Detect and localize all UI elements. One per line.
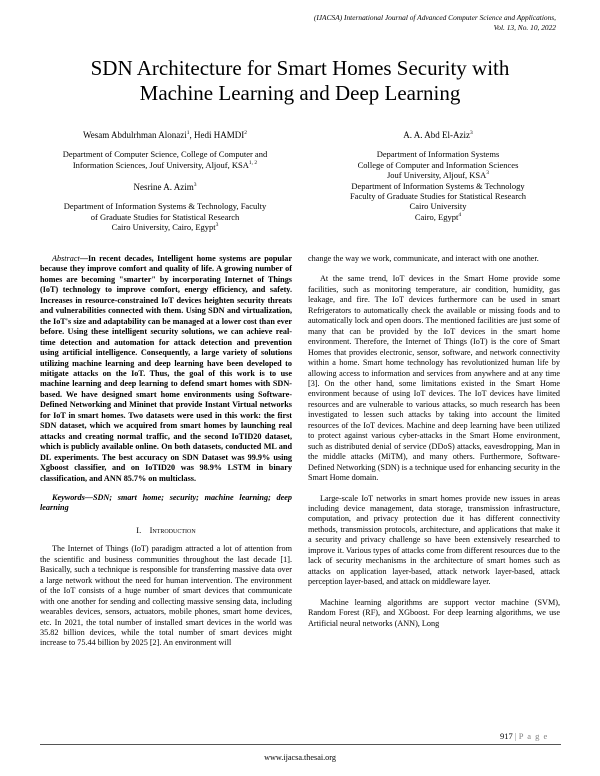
abstract-label: Abstract	[52, 254, 80, 263]
author-names-1: Wesam Abdulrhman Alonazi$^1$, Hedi HAMDI$^2$	[82, 130, 247, 140]
author-name: A. A. Abd El-Aziz	[403, 130, 470, 140]
footer-url: www.ijacsa.thesai.org	[264, 753, 336, 762]
paragraph: Machine learning algorithms are support vector machine (SVM), Random Forest (RF), and XGboost. For deep learning algorithms, we use Artificial neural networks (ANN), Long	[308, 597, 560, 628]
paper-title	[40, 56, 560, 106]
author-names-3: Nesrine A. Azim$^3$	[133, 182, 197, 192]
right-column	[308, 254, 560, 629]
affiliation-line: Department of Information Systems	[376, 149, 500, 160]
author-name: Nesrine A. Azim	[133, 182, 194, 192]
author-names-2: A. A. Abd El-Aziz$^3$	[403, 130, 473, 140]
abstract-text: —In recent decades, Intelligent home systems are popular because they improve comfort and quality of life. A growing number of homes are becoming "smarter" by incorporating Internet of Things (IoT) technology to improve comfort, energy efficiency, and safety. Increases in resource-constrained IoT devices heighten security threats and vulnerabilities connected with them. Using SDN and virtualization, the IoT's size and adaptability can be managed at a lower cost than ever before. Using these intelligent security solutions, we can achieve real-time detection and automation for attack detection and prevention using artificial intelligence. Consequently, a large variety of solutions utilizing machine learning and deep learning have been developed to mitigate attacks on the IoT. Thus, the goal of this work is to use machine learning and deep learning to defend smart homes with SDN-based. We have designed smart home environments using Software-Defined Networking and Mininet that provide Instant Virtual networks for IoT in smart homes. Two datasets were used in this work: the first SDN dataset, which we acquired from smart homes by launching real attacks and creating normal traffic, and the second IoTID20 dataset, which is publicly available online. On both datasets, conducted ML and DL experiments. The best accuracy on SDN Dataset was 99.9% using Xgboost classifier, and on IoTID20 was 98.9% LSTM in binary classification, and ANN 85.7% on multiclass.	[40, 254, 292, 483]
paragraph: At the same trend, IoT devices in the Smart Home provide some facilities, such as monitoring temperature, air condition, humidity, gas leakage, and fire. The IoT devices furthermore can be used in smart Refrigerators to automatically check the available or missing foods and to automatically lock and open doors. The mentioned facilities are just some of many that can be provided by the IoT devices in the smart home environment. Therefore, the Internet of Things (IoT) is the core of Smart Homes that provides electronic, sensor, software, and network connectivity within a home. Smart home technology has revolutionized human life by allowing access to information and services from anywhere and at any time [3]. On the other hand, some limitations existed in the Smart Home environment because of using IoT devices. The IoT devices have limited resources and are vulnerable to various attacks, so much research has been investigated to lessen such attacks by taking into account the limited resources of the IoT devices. Machine and deep learning have been utilized to protect against various cyber-attacks in the Smart Home environment, such as distributed denial of service (DDoS) attacks, eavesdropping, Man in the middle attacks (MiTM), and many others. Furthermore, Software-Defined Networking (SDN) is a technique used for enhancing security in the Smart Home domain.	[308, 274, 560, 483]
journal-header	[226, 13, 556, 33]
section-heading: I. Introduction	[136, 525, 196, 535]
journal-name: (IJACSA) International Journal of Advanced Computer Science and Applications,	[313, 13, 556, 22]
footer-divider	[40, 744, 561, 745]
affiliation-line: Information Sciences, Jouf University, Aljouf, KSA$^{1, 2}$	[72, 159, 258, 170]
affiliation-line: Department of Computer Science, College of Computer and	[62, 149, 268, 160]
journal-volume: Vol. 13, No. 10, 2022	[493, 23, 556, 32]
title-line-1: SDN Architecture for Smart Homes Security with	[90, 56, 510, 80]
affiliation-line: Cairo, Egypt$^4$	[414, 211, 462, 222]
keywords: Keywords—SDN; smart home; security; machine learning; deep learning	[40, 492, 292, 513]
author-block-1	[40, 130, 290, 170]
paragraph: change the way we work, communicate, and interact with one another.	[308, 254, 539, 263]
paragraph: The Internet of Things (IoT) paradigm attracted a lot of attention from the scientific and business communities throughout the last decade [1]. Basically, such a technique is responsible for transferring massive data over a large network without the need for human intervention. The environment of the IoT consists of a huge number of smart devices that communicate with one another for sending and collecting massive sensing data, including wearables devices, sensors, actuators, mobile phones, smart home devices, etc. In 2021, the total number of installed smart devices in the world was 35.82 billion devices, while the total number of smart devices might increase to 75.44 billion by 2025 [2]. An environment will	[40, 544, 292, 648]
author-block-2	[318, 130, 558, 222]
paragraph: Large-scale IoT networks in smart homes provide new issues in areas including device management, data storage, transmission infrastructure, computation, and privacy protection due it has different connectivity methods, transmission protocols, architecture, and applications that make it a security and privacy challenge so have been extensively researched to improve it. Various types of attacks come from different resources due to the lack of security mechanisms in the architecture of smart homes such as attacks on application layer-based, attack network layer-based, attack perception layer-based, and attack on middleware layer.	[308, 493, 560, 587]
affiliation-line: Faculty of Graduate Studies for Statistical Research	[349, 191, 527, 202]
affiliation-line: Jouf University, Aljouf, KSA$^3$	[386, 170, 490, 181]
page-number: 917 | P a g e	[500, 731, 549, 741]
affiliation-line: Cairo University, Cairo, Egypt$^3$	[111, 222, 219, 233]
affiliation-line: Department of Information Systems & Technology	[351, 180, 525, 191]
affiliation-line: College of Computer and Information Sciences	[357, 159, 519, 170]
affiliation-line: Cairo University	[409, 201, 467, 212]
left-column	[40, 254, 292, 649]
author-name: Hedi HAMDI	[194, 130, 245, 140]
affiliation-line: of Graduate Studies for Statistical Research	[90, 211, 240, 222]
author-block-3	[40, 182, 290, 233]
author-name: Wesam Abdulrhman Alonazi	[82, 130, 187, 140]
abstract	[40, 254, 292, 484]
affiliation-line: Department of Information Systems & Technology, Faculty	[63, 201, 267, 212]
title-line-2: Machine Learning and Deep Learning	[139, 81, 461, 105]
